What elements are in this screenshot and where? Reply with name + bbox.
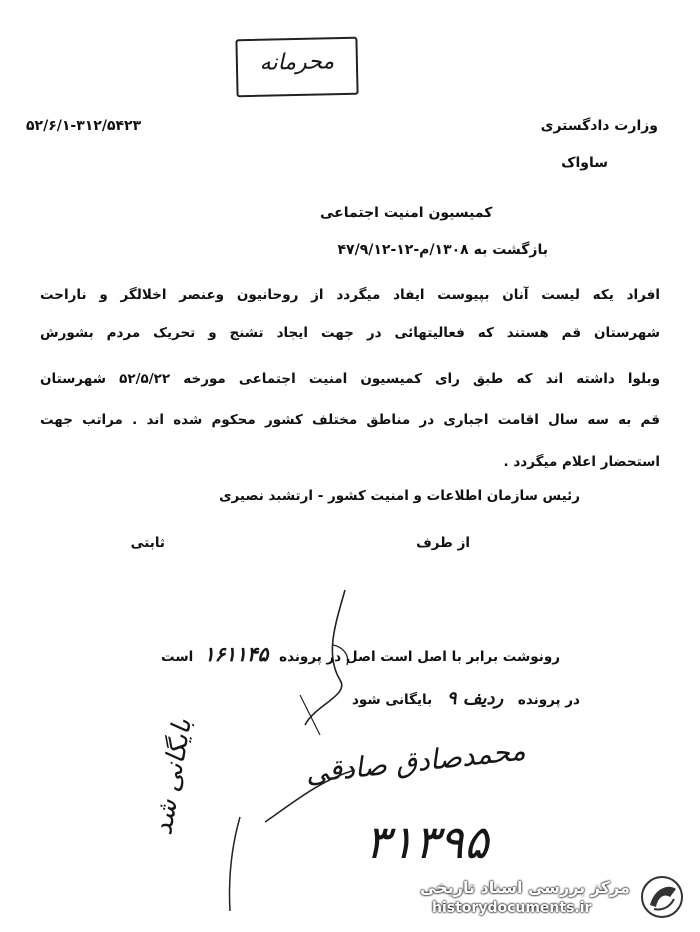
stamp-text: محرمانه <box>259 49 335 76</box>
archive-logo-icon <box>640 875 684 919</box>
name-flourish <box>260 760 360 830</box>
archive-prefix: در پرونده <box>517 692 580 708</box>
handwritten-note: بایگانی شد <box>148 716 198 838</box>
paragraph-line-3: وبلوا داشته اند که طبق رای کمیسیون امنیت اجتماعی مورخه ۵۲/۵/۲۲ شهرستان <box>40 371 660 387</box>
copy-number: ۱۶۱۱۴۵ <box>203 642 269 666</box>
archive-suffix: بایگانی شود <box>351 692 433 708</box>
archive-annotation <box>352 688 580 709</box>
copy-line: رونوشت برابر با اصل است اصل در پرونده <box>279 649 560 665</box>
paragraph-line-4: قم به سه سال اقامت اجباری در مناطق مختلف کشور محکوم شده اند . مراتب جهت <box>40 412 660 428</box>
from-name: ثابتی <box>130 535 165 551</box>
handwritten-name: محمدصادق صادقی <box>303 733 527 790</box>
agency-name: ساواک <box>561 155 608 171</box>
from-label: از طرف <box>416 535 470 551</box>
document-title: کمیسیون امنیت اجتماعی <box>320 205 493 221</box>
reference-number: ۵۲/۶/۱-۳۱۲/۵۴۲۳ <box>26 118 142 134</box>
note-stroke <box>222 815 246 915</box>
copy-annotation <box>161 642 560 666</box>
archive-row: ردیف ۹ <box>446 688 504 709</box>
paragraph-line-5: استحضار اعلام میگردد . <box>503 454 660 470</box>
ministry-name: وزارت دادگستری <box>540 118 658 134</box>
large-number: ۳۱۳۹۵ <box>365 815 489 869</box>
confidential-stamp <box>235 37 358 98</box>
copy-suffix: است <box>161 649 194 665</box>
signature-line: رئیس سازمان اطلاعات و امنیت کشور - ارتشبد نصیری <box>219 488 580 504</box>
paragraph-line-1: افراد یکه لیست آنان بپیوست ایفاد میگردد از روحانیون وعنصر اخلالگر و ناراحت <box>40 287 660 303</box>
footer-title: مرکز بررسی اسناد تاریخی <box>420 878 630 897</box>
paragraph-line-2: شهرستان قم هستند که فعالیتهائی در جهت ایجاد تشنج و تحریک مردم بشورش <box>40 325 660 341</box>
reference-line: بازگشت به ۱۳۰۸/م-۱۲-۴۷/۹/۱۲ <box>337 242 548 258</box>
footer-site: historydocuments.ir <box>432 900 592 916</box>
